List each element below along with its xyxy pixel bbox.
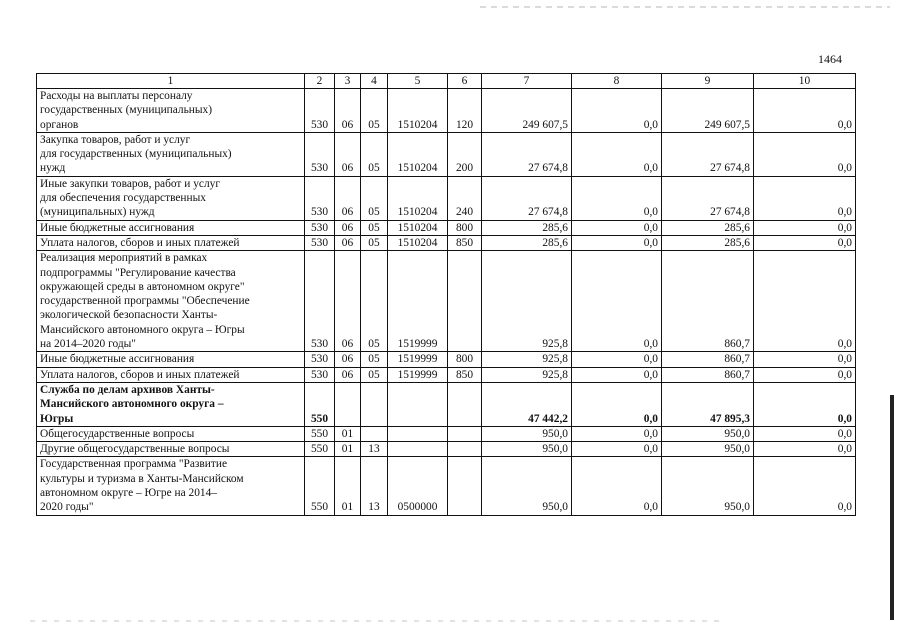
code-expense-type: 850 (448, 235, 482, 250)
amount-col10: 0,0 (754, 220, 856, 235)
amount-col8: 0,0 (572, 352, 662, 367)
column-header: 6 (448, 74, 482, 89)
scan-noise-top (480, 6, 890, 8)
code-admin: 530 (305, 176, 335, 220)
amount-col8: 0,0 (572, 89, 662, 133)
code-target-article: 1510204 (388, 220, 448, 235)
code-section: 06 (335, 176, 361, 220)
amount-col7: 950,0 (482, 457, 572, 515)
table-row (37, 426, 856, 441)
amount-col9: 285,6 (662, 235, 754, 250)
code-target-article (388, 442, 448, 457)
code-section (335, 382, 361, 426)
code-expense-type: 800 (448, 352, 482, 367)
code-expense-type (448, 442, 482, 457)
column-header: 1 (37, 74, 305, 89)
amount-col10: 0,0 (754, 382, 856, 426)
amount-col9: 860,7 (662, 251, 754, 352)
code-section: 06 (335, 132, 361, 176)
code-section: 01 (335, 442, 361, 457)
amount-col10: 0,0 (754, 235, 856, 250)
table-row (37, 132, 856, 176)
amount-col8: 0,0 (572, 220, 662, 235)
code-subsection: 05 (361, 235, 388, 250)
amount-col8: 0,0 (572, 426, 662, 441)
item-name: Иные бюджетные ассигнования (37, 352, 305, 367)
column-header: 8 (572, 74, 662, 89)
table-body (37, 89, 856, 516)
column-header: 7 (482, 74, 572, 89)
code-target-article: 1519999 (388, 251, 448, 352)
amount-col10: 0,0 (754, 442, 856, 457)
code-admin: 550 (305, 442, 335, 457)
code-expense-type (448, 457, 482, 515)
code-admin: 550 (305, 457, 335, 515)
scan-edge-right (890, 395, 894, 620)
code-expense-type: 240 (448, 176, 482, 220)
code-section: 06 (335, 235, 361, 250)
amount-col8: 0,0 (572, 132, 662, 176)
column-header: 5 (388, 74, 448, 89)
code-subsection (361, 382, 388, 426)
amount-col7: 950,0 (482, 426, 572, 441)
code-admin: 530 (305, 220, 335, 235)
code-subsection: 05 (361, 251, 388, 352)
amount-col8: 0,0 (572, 382, 662, 426)
table-row (37, 457, 856, 515)
code-admin: 530 (305, 352, 335, 367)
amount-col9: 860,7 (662, 352, 754, 367)
code-expense-type (448, 382, 482, 426)
amount-col7: 950,0 (482, 442, 572, 457)
amount-col8: 0,0 (572, 367, 662, 382)
amount-col10: 0,0 (754, 352, 856, 367)
item-name: Государственная программа "Развитие культуры и туризма в Ханты-Мансийском автономном округе – Югре на 2014– 2020 годы" (37, 457, 305, 515)
code-target-article: 1510204 (388, 176, 448, 220)
code-subsection: 05 (361, 132, 388, 176)
amount-col8: 0,0 (572, 176, 662, 220)
amount-col7: 285,6 (482, 220, 572, 235)
amount-col7: 27 674,8 (482, 176, 572, 220)
amount-col8: 0,0 (572, 251, 662, 352)
budget-table (36, 73, 856, 516)
amount-col9: 950,0 (662, 426, 754, 441)
amount-col7: 925,8 (482, 251, 572, 352)
column-header: 9 (662, 74, 754, 89)
table-row (37, 251, 856, 352)
code-subsection (361, 426, 388, 441)
column-header: 10 (754, 74, 856, 89)
amount-col10: 0,0 (754, 426, 856, 441)
table-row (37, 220, 856, 235)
code-section: 06 (335, 251, 361, 352)
code-target-article: 1519999 (388, 367, 448, 382)
item-name: Служба по делам архивов Ханты- Мансийского автономного округа – Югры (37, 382, 305, 426)
item-name: Другие общегосударственные вопросы (37, 442, 305, 457)
amount-col9: 950,0 (662, 442, 754, 457)
code-admin: 530 (305, 367, 335, 382)
code-expense-type: 200 (448, 132, 482, 176)
code-admin: 530 (305, 89, 335, 133)
code-section: 06 (335, 89, 361, 133)
amount-col9: 47 895,3 (662, 382, 754, 426)
amount-col7: 249 607,5 (482, 89, 572, 133)
column-header: 3 (335, 74, 361, 89)
amount-col7: 47 442,2 (482, 382, 572, 426)
code-section: 01 (335, 426, 361, 441)
header-row (37, 74, 856, 89)
table-row (37, 382, 856, 426)
code-admin: 550 (305, 426, 335, 441)
code-section: 01 (335, 457, 361, 515)
code-admin: 550 (305, 382, 335, 426)
item-name: Иные закупки товаров, работ и услуг для обеспечения государственных (муниципальных) нужд (37, 176, 305, 220)
code-admin: 530 (305, 132, 335, 176)
amount-col10: 0,0 (754, 251, 856, 352)
table-row (37, 367, 856, 382)
code-subsection: 05 (361, 352, 388, 367)
code-target-article (388, 382, 448, 426)
code-section: 06 (335, 352, 361, 367)
code-subsection: 13 (361, 457, 388, 515)
page-number: 1464 (818, 52, 842, 66)
code-target-article: 0500000 (388, 457, 448, 515)
amount-col10: 0,0 (754, 89, 856, 133)
code-subsection: 13 (361, 442, 388, 457)
table-row (37, 176, 856, 220)
code-target-article: 1519999 (388, 352, 448, 367)
amount-col9: 860,7 (662, 367, 754, 382)
column-header: 4 (361, 74, 388, 89)
item-name: Расходы на выплаты персоналу государственных (муниципальных) органов (37, 89, 305, 133)
amount-col10: 0,0 (754, 367, 856, 382)
code-subsection: 05 (361, 220, 388, 235)
code-section: 06 (335, 367, 361, 382)
item-name: Уплата налогов, сборов и иных платежей (37, 235, 305, 250)
amount-col7: 285,6 (482, 235, 572, 250)
code-target-article: 1510204 (388, 132, 448, 176)
column-header: 2 (305, 74, 335, 89)
code-subsection: 05 (361, 176, 388, 220)
amount-col9: 249 607,5 (662, 89, 754, 133)
code-expense-type (448, 426, 482, 441)
item-name: Иные бюджетные ассигнования (37, 220, 305, 235)
code-expense-type: 850 (448, 367, 482, 382)
code-target-article (388, 426, 448, 441)
table-row (37, 352, 856, 367)
amount-col10: 0,0 (754, 132, 856, 176)
item-name: Реализация мероприятий в рамках подпрограммы "Регулирование качества окружающей среды в автономном округе" государственной программы "Обеспечение экологической безопасности Ханты- Мансийского автономного округа – Югры на 2014–2020 годы" (37, 251, 305, 352)
amount-col8: 0,0 (572, 457, 662, 515)
amount-col9: 950,0 (662, 457, 754, 515)
amount-col7: 27 674,8 (482, 132, 572, 176)
code-admin: 530 (305, 235, 335, 250)
code-expense-type (448, 251, 482, 352)
code-section: 06 (335, 220, 361, 235)
code-target-article: 1510204 (388, 89, 448, 133)
item-name: Закупка товаров, работ и услуг для государственных (муниципальных) нужд (37, 132, 305, 176)
amount-col10: 0,0 (754, 457, 856, 515)
amount-col8: 0,0 (572, 442, 662, 457)
amount-col9: 285,6 (662, 220, 754, 235)
code-expense-type: 120 (448, 89, 482, 133)
item-name: Уплата налогов, сборов и иных платежей (37, 367, 305, 382)
code-expense-type: 800 (448, 220, 482, 235)
amount-col10: 0,0 (754, 176, 856, 220)
code-target-article: 1510204 (388, 235, 448, 250)
scan-noise-bottom (30, 620, 720, 622)
amount-col9: 27 674,8 (662, 176, 754, 220)
table-row (37, 235, 856, 250)
table-row (37, 89, 856, 133)
code-subsection: 05 (361, 89, 388, 133)
table-row (37, 442, 856, 457)
amount-col9: 27 674,8 (662, 132, 754, 176)
item-name: Общегосударственные вопросы (37, 426, 305, 441)
amount-col7: 925,8 (482, 367, 572, 382)
amount-col8: 0,0 (572, 235, 662, 250)
code-admin: 530 (305, 251, 335, 352)
code-subsection: 05 (361, 367, 388, 382)
amount-col7: 925,8 (482, 352, 572, 367)
